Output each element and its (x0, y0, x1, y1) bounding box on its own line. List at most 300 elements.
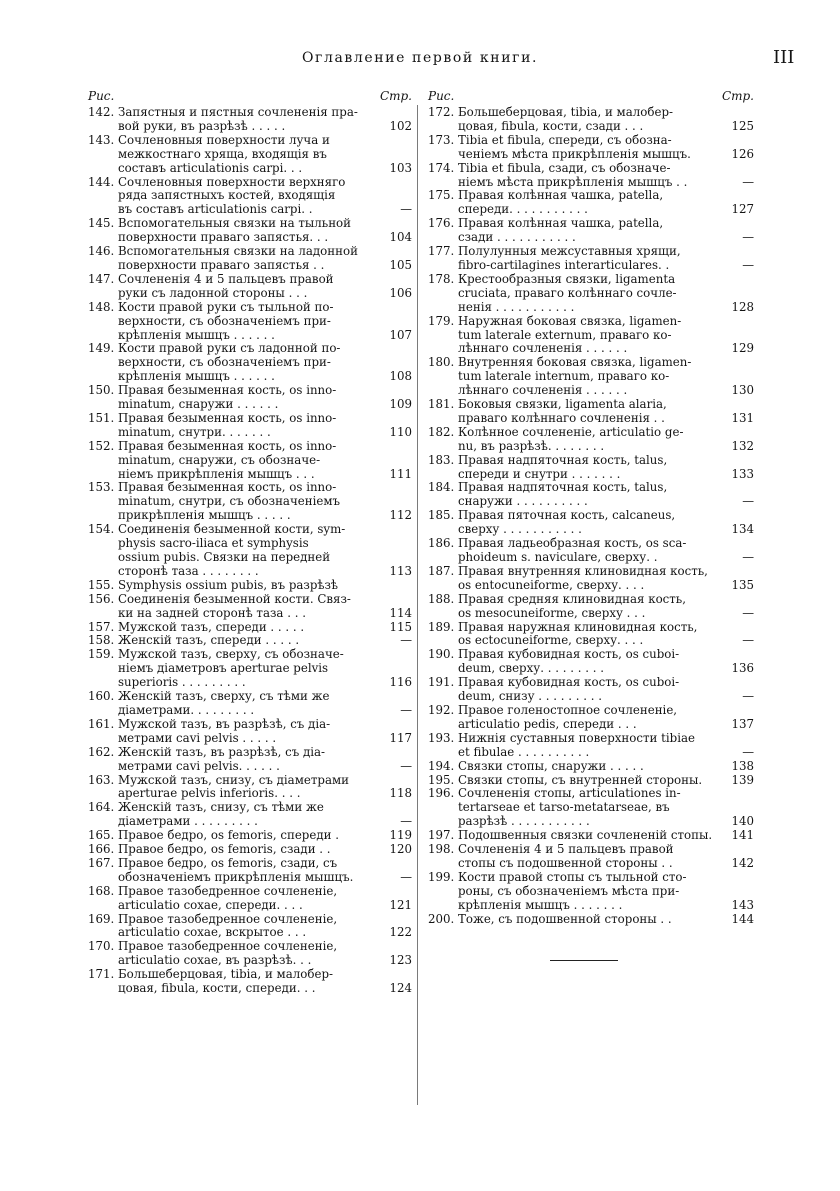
contents-entry (428, 189, 754, 217)
contents-entry (428, 787, 754, 829)
entry-line: nu, въ разрѣзѣ. . . . . . . . (458, 439, 605, 453)
entry-line: os mesocuneiforme, сверху . . . (458, 606, 646, 620)
entry-description (458, 593, 722, 621)
page-reference: 112 (389, 508, 412, 523)
entry-line: Соединенія безыменной кости. Связ- (118, 592, 351, 606)
entry-line: Тоже, съ подошвенной стороны . . (458, 912, 672, 926)
entry-line: Подошвенныя связки сочлененій стопы. (458, 829, 713, 843)
entry-line: Tibia et fibula, сзади, съ обозначе- (458, 161, 671, 175)
page-reference: — (742, 633, 754, 648)
column-divider (417, 105, 418, 1105)
page-reference: 133 (731, 466, 754, 481)
figure-number: 184. (428, 480, 455, 495)
entry-line: стопы съ подошвенной стороны . . (458, 856, 673, 870)
entry-description (458, 245, 722, 273)
entry-line: Сочлененія 4 и 5 пальцевъ правой (118, 272, 334, 286)
entry-description (118, 384, 380, 412)
page-reference: — (742, 689, 754, 704)
contents-entry (428, 676, 754, 704)
entry-line: Symphysis ossium pubis, въ разрѣзѣ (118, 578, 339, 592)
entry-line: os ectocuneiforme, сверху. . . . (458, 634, 644, 648)
page-reference: 109 (389, 397, 412, 412)
page-reference: 144 (731, 911, 754, 926)
contents-entry (428, 704, 754, 732)
entry-line: сзади . . . . . . . . . . . (458, 231, 576, 245)
entry-line: Женскій тазъ, снизу, съ тѣми же (118, 801, 324, 815)
contents-entry (428, 481, 754, 509)
page-reference: 131 (731, 410, 754, 425)
entry-line: Связки стопы, съ внутренней стороны. (458, 773, 703, 787)
entry-line: діаметрами. . . . . . . . . (118, 703, 255, 717)
contents-entry (428, 760, 754, 774)
page-reference: 102 (389, 118, 412, 133)
page-reference: — (742, 257, 754, 272)
contents-column-left (88, 89, 412, 996)
entry-description (118, 940, 380, 968)
column-header (88, 89, 412, 103)
page-reference: — (742, 230, 754, 245)
entry-description (458, 106, 722, 134)
figure-number: 163. (88, 772, 115, 787)
figure-number: 169. (88, 911, 115, 926)
entry-line: поверхности праваго запястья. . . (118, 231, 329, 245)
figure-number: 165. (88, 828, 115, 843)
entry-line: Соединенія безыменной кости, sym- (118, 523, 346, 537)
entry-line: aperturae pelvis inferioris. . . . (118, 787, 301, 801)
entry-description (458, 315, 722, 357)
figure-number: 166. (88, 842, 115, 857)
entry-description (118, 746, 380, 774)
figure-number: 176. (428, 216, 455, 231)
entry-line: os entocuneiforme, сверху. . . . (458, 578, 645, 592)
entry-line: Женскій тазъ, въ разрѣзѣ, съ діа- (118, 745, 326, 759)
entry-description (458, 481, 722, 509)
page-reference: — (400, 758, 412, 773)
page-reference: 129 (731, 341, 754, 356)
figure-number: 148. (88, 299, 115, 314)
figure-column-label: Рис. (88, 89, 115, 103)
entry-line: праваго колѣннаго сочлененія . . (458, 411, 665, 425)
entry-description (118, 134, 380, 176)
entry-line: роны, съ обозначеніемъ мѣста при- (458, 884, 680, 898)
page-reference: 114 (389, 605, 412, 620)
entry-line: Правое бедро, os femoris, сзади . . (118, 843, 331, 857)
contents-entry (428, 315, 754, 357)
contents-entry (88, 440, 412, 482)
entry-description (458, 273, 722, 315)
page-reference: 134 (731, 522, 754, 537)
entry-line: ченіемъ мѣста прикрѣпленія мышцъ. (458, 147, 691, 161)
figure-number: 161. (88, 716, 115, 731)
contents-entry (88, 106, 412, 134)
entry-description (118, 774, 380, 802)
page-reference: — (742, 174, 754, 189)
page-reference: 141 (731, 828, 754, 843)
entry-line: руки съ ладонной стороны . . . (118, 286, 308, 300)
contents-entry (428, 621, 754, 649)
figure-number: 193. (428, 730, 455, 745)
entry-line: Правая средняя клиновидная кость, (458, 592, 686, 606)
page-reference: 132 (731, 438, 754, 453)
entry-line: ки на задней сторонѣ таза . . . (118, 606, 306, 620)
contents-entry (428, 871, 754, 913)
page-reference: 137 (731, 716, 754, 731)
contents-entry (428, 356, 754, 398)
entry-line: Наружная боковая связка, ligamen- (458, 314, 682, 328)
entry-line: Сочленовныя поверхности верхняго (118, 175, 346, 189)
entry-line: Запястныя и пястныя сочлененія пра- (118, 106, 358, 119)
entry-description (118, 593, 380, 621)
entry-description (118, 440, 380, 482)
entry-line: сверху . . . . . . . . . . . (458, 523, 582, 537)
entry-description (458, 676, 722, 704)
entry-description (118, 523, 380, 579)
entry-line: разрѣзѣ . . . . . . . . . . . (458, 815, 590, 829)
entry-line: Боковыя связки, ligamenta alaria, (458, 398, 667, 412)
page-column-label: Стр. (379, 89, 412, 103)
page-reference: 127 (731, 202, 754, 217)
entry-line: Сочленовныя поверхности луча и (118, 133, 330, 147)
entry-line: составъ articulationis carpi. . . (118, 161, 303, 175)
figure-number: 154. (88, 522, 115, 537)
entry-line: Кости правой стопы съ тыльной сто- (458, 870, 687, 884)
entry-description (458, 732, 722, 760)
contents-entry (88, 301, 412, 343)
contents-entry (88, 968, 412, 996)
figure-number: 150. (88, 383, 115, 398)
entry-description (118, 801, 380, 829)
page-reference: 116 (389, 675, 412, 690)
figure-number: 159. (88, 647, 115, 662)
figure-number: 144. (88, 174, 115, 189)
figure-number: 152. (88, 438, 115, 453)
entry-list (88, 106, 412, 996)
contents-entry (428, 593, 754, 621)
contents-entry (88, 857, 412, 885)
page-reference: 138 (731, 758, 754, 773)
entry-line: въ составъ articulationis carpi. . (118, 203, 313, 217)
entry-line: Кости правой руки съ тыльной по- (118, 300, 334, 314)
entry-description (118, 579, 380, 593)
entry-line: Правая кубовидная кость, os cuboi- (458, 676, 680, 690)
figure-number: 173. (428, 132, 455, 147)
figure-number: 162. (88, 744, 115, 759)
entry-description (458, 843, 722, 871)
page-reference: 115 (389, 619, 412, 634)
contents-entry (428, 509, 754, 537)
entry-line: Мужской тазъ, въ разрѣзѣ, съ діа- (118, 717, 331, 731)
figure-number: 183. (428, 452, 455, 467)
entry-line: крѣпленія мышцъ . . . . . . (118, 328, 275, 342)
figure-number: 198. (428, 842, 455, 857)
entry-line: ненія . . . . . . . . . . . (458, 300, 575, 314)
figure-number: 145. (88, 216, 115, 231)
entry-line: Крестообразныя связки, ligamenta (458, 272, 676, 286)
entry-line: Полулунныя межсуставныя хрящи, (458, 245, 681, 259)
entry-description (458, 774, 722, 788)
entry-line: Внутренняя боковая связка, ligamen- (458, 356, 692, 370)
entry-line: ніемъ прикрѣпленія мышцъ . . . (118, 467, 315, 481)
contents-entry (428, 913, 754, 927)
page-reference: 125 (731, 118, 754, 133)
entry-line: сторонѣ таза . . . . . . . . (118, 564, 259, 578)
figure-number: 191. (428, 675, 455, 690)
contents-entry (428, 217, 754, 245)
page-reference: — (400, 702, 412, 717)
entry-line: Правая кубовидная кость, os cuboi- (458, 648, 680, 662)
contents-entry (88, 593, 412, 621)
entry-line: спереди и снутри . . . . . . . (458, 467, 621, 481)
entry-line: Правое тазобедренное сочлененіе, (118, 884, 338, 898)
figure-number: 151. (88, 410, 115, 425)
figure-number: 175. (428, 188, 455, 203)
page-reference: 128 (731, 299, 754, 314)
page-reference: 121 (389, 897, 412, 912)
entry-line: Кости правой руки съ ладонной по- (118, 342, 341, 356)
entry-line: Мужской тазъ, спереди . . . . . (118, 620, 305, 634)
contents-entry (88, 412, 412, 440)
contents-entry (88, 579, 412, 593)
contents-entry (428, 565, 754, 593)
entry-description (118, 342, 380, 384)
contents-entry (88, 342, 412, 384)
entry-list (428, 106, 754, 926)
entry-description (118, 273, 380, 301)
figure-number: 197. (428, 828, 455, 843)
figure-number: 167. (88, 855, 115, 870)
entry-line: цовая, fibula, кости, спереди. . . (118, 982, 316, 996)
figure-number: 171. (88, 967, 115, 982)
entry-line: верхности, съ обозначеніемъ при- (118, 356, 331, 370)
entry-line: Правая колѣнная чашка, patella, (458, 189, 664, 203)
figure-number: 146. (88, 244, 115, 259)
entry-line: Правое тазобедренное сочлененіе, (118, 940, 338, 954)
figure-number: 181. (428, 397, 455, 412)
page-reference: — (400, 814, 412, 829)
entry-description (118, 176, 380, 218)
figure-number: 189. (428, 619, 455, 634)
entry-line: Правая безыменная кость, os inno- (118, 384, 337, 398)
contents-entry (428, 245, 754, 273)
contents-entry (428, 774, 754, 788)
contents-entry (428, 426, 754, 454)
entry-line: minatum, снутри. . . . . . . (118, 425, 271, 439)
contents-entry (88, 217, 412, 245)
figure-number: 192. (428, 702, 455, 717)
entry-line: ряда запястныхъ костей, входящія (118, 189, 336, 203)
page-reference: 120 (389, 842, 412, 857)
contents-entry (428, 648, 754, 676)
page-reference: 136 (731, 661, 754, 676)
page-reference: — (742, 744, 754, 759)
contents-entry (428, 829, 754, 843)
contents-entry (88, 384, 412, 412)
figure-number: 164. (88, 800, 115, 815)
figure-number: 143. (88, 132, 115, 147)
page-reference: — (742, 494, 754, 509)
entry-description (118, 245, 380, 273)
entry-line: Tibia et fibula, спереди, съ обозна- (458, 133, 672, 147)
entry-line: Мужской тазъ, снизу, съ діаметрами (118, 773, 350, 787)
entry-line: метрами cavi pelvis . . . . . (118, 731, 277, 745)
page-reference: 105 (389, 257, 412, 272)
entry-description (458, 134, 722, 162)
entry-line: Правая безыменная кость, os inno- (118, 481, 337, 495)
page-reference: 130 (731, 383, 754, 398)
entry-line: et fibulae . . . . . . . . . . (458, 745, 590, 759)
figure-number: 187. (428, 563, 455, 578)
contents-entry (88, 801, 412, 829)
figure-number: 200. (428, 911, 455, 926)
entry-line: Правое бедро, os femoris, спереди . (118, 829, 339, 843)
entry-line: спереди. . . . . . . . . . . (458, 203, 588, 217)
page-reference: — (742, 605, 754, 620)
entry-line: Правая внутренняя клиновидная кость, (458, 564, 708, 578)
page-number: III (773, 47, 795, 68)
entry-line: Правая пяточная кость, calcaneus, (458, 509, 676, 523)
figure-number: 180. (428, 355, 455, 370)
entry-description (118, 913, 380, 941)
page-reference: 117 (389, 730, 412, 745)
contents-entry (428, 134, 754, 162)
entry-description (458, 537, 722, 565)
contents-entry (88, 523, 412, 579)
entry-line: tertarseae et tarso-metatarseae, въ (458, 801, 670, 815)
entry-line: Правая безыменная кость, os inno- (118, 439, 337, 453)
figure-column-label: Рис. (428, 89, 455, 103)
entry-line: крѣпленія мышцъ . . . . . . (118, 370, 275, 384)
entry-line: phoideum s. naviculare, сверху. . (458, 551, 658, 564)
contents-entry (428, 273, 754, 315)
contents-entry (88, 273, 412, 301)
entry-line: Большеберцовая, tibia, и малобер- (118, 968, 333, 982)
entry-line: прикрѣпленія мышцъ . . . . . (118, 509, 291, 523)
entry-line: fibro-cartilagines interarticulares. . (458, 258, 670, 272)
entry-description (458, 760, 722, 774)
entry-description (458, 871, 722, 913)
column-header (428, 89, 754, 103)
entry-line: minatum, снаружи . . . . . . (118, 398, 279, 412)
entry-line: лѣннаго сочлененія . . . . . . (458, 384, 628, 398)
entry-line: deum, сверху. . . . . . . . . (458, 662, 604, 676)
page-reference: 143 (731, 897, 754, 912)
figure-number: 194. (428, 758, 455, 773)
entry-description (118, 481, 380, 523)
contents-column-right (428, 89, 754, 961)
entry-description (118, 718, 380, 746)
figure-number: 168. (88, 883, 115, 898)
figure-number: 178. (428, 271, 455, 286)
entry-line: ніемъ мѣста прикрѣпленія мышцъ . . (458, 175, 688, 189)
entry-description (118, 412, 380, 440)
page-reference: — (400, 869, 412, 884)
entry-line: снаружи . . . . . . . . . . (458, 495, 588, 509)
entry-line: обозначеніемъ прикрѣпленія мышцъ. (118, 870, 354, 884)
entry-description (458, 829, 722, 843)
entry-description (458, 426, 722, 454)
entry-line: лѣннаго сочлененія . . . . . . (458, 342, 628, 356)
entry-description (458, 913, 722, 927)
contents-entry (88, 481, 412, 523)
entry-line: Правая надпяточная кость, talus, (458, 481, 668, 495)
contents-entry (88, 134, 412, 176)
entry-description (458, 565, 722, 593)
contents-entry (428, 454, 754, 482)
page-reference: 124 (389, 981, 412, 996)
entry-line: minatum, снутри, съ обозначеніемъ (118, 495, 341, 509)
entry-description (118, 857, 380, 885)
contents-entry (88, 774, 412, 802)
contents-entry (88, 940, 412, 968)
entry-description (458, 356, 722, 398)
figure-number: 153. (88, 480, 115, 495)
entry-line: tum laterale externum, праваго ко- (458, 328, 672, 342)
page-reference: 106 (389, 285, 412, 300)
contents-entry (88, 913, 412, 941)
entry-line: Мужской тазъ, сверху, съ обозначе- (118, 648, 344, 662)
entry-line: Большеберцовая, tibia, и малобер- (458, 106, 673, 119)
contents-entry (428, 106, 754, 134)
page-reference: — (400, 202, 412, 217)
page-reference: 118 (389, 786, 412, 801)
entry-description (458, 162, 722, 190)
entry-line: articulatio coxae, спереди. . . . (118, 898, 303, 912)
entry-description (118, 829, 380, 843)
contents-entry (88, 634, 412, 648)
entry-description (118, 968, 380, 996)
figure-number: 147. (88, 271, 115, 286)
contents-entry (88, 885, 412, 913)
figure-number: 185. (428, 508, 455, 523)
entry-line: Правая колѣнная чашка, patella, (458, 217, 664, 231)
entry-line: поверхности праваго запястья . . (118, 258, 325, 272)
entry-description (118, 621, 380, 635)
entry-line: Сочлененія стопы, articulationes in- (458, 787, 681, 801)
entry-line: articulatio coxae, въ разрѣзѣ. . . (118, 954, 312, 968)
entry-description (458, 621, 722, 649)
entry-description (458, 398, 722, 426)
page-reference: 139 (731, 772, 754, 787)
figure-number: 158. (88, 633, 115, 648)
entry-line: Правое голеностопное сочлененіе, (458, 703, 678, 717)
page-reference: 103 (389, 160, 412, 175)
page-reference: 122 (389, 925, 412, 940)
contents-entry (88, 245, 412, 273)
page-column-label: Стр. (721, 89, 754, 103)
entry-line: Колѣнное сочлененіе, articulatio ge- (458, 425, 684, 439)
figure-number: 174. (428, 160, 455, 175)
figure-number: 170. (88, 939, 115, 954)
page-reference: — (742, 550, 754, 564)
entry-description (118, 648, 380, 690)
figure-number: 179. (428, 313, 455, 328)
figure-number: 157. (88, 619, 115, 634)
page-reference: 104 (389, 230, 412, 245)
figure-number: 199. (428, 869, 455, 884)
entry-line: deum, снизу . . . . . . . . . (458, 690, 603, 704)
entry-description (458, 704, 722, 732)
page-reference: 119 (389, 828, 412, 843)
contents-entry (428, 162, 754, 190)
entry-line: cruciata, праваго колѣннаго сочле- (458, 286, 677, 300)
contents-entry (428, 843, 754, 871)
figure-number: 142. (88, 105, 115, 119)
entry-description (118, 217, 380, 245)
entry-description (118, 106, 380, 134)
entry-line: крѣпленія мышцъ . . . . . . . (458, 898, 623, 912)
entry-description (118, 301, 380, 343)
entry-description (118, 885, 380, 913)
